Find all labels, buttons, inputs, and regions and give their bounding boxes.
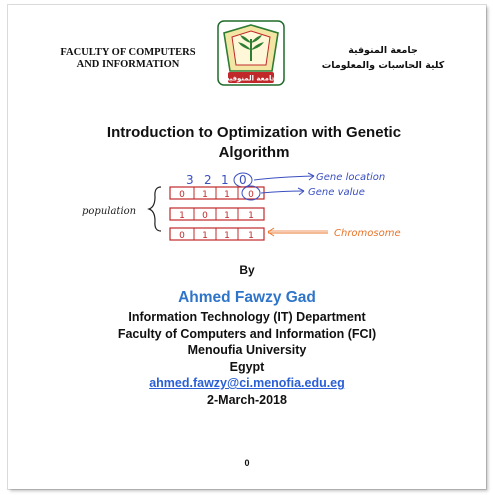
gene-value: 0 <box>179 190 185 200</box>
author-name: Ahmed Fawzy Gad <box>178 289 316 306</box>
gene-index-0: 0 <box>239 173 247 187</box>
date: 2-March-2018 <box>207 392 287 407</box>
chromosome-label: Chromosome <box>334 228 401 239</box>
population-label: population <box>82 206 137 217</box>
population-brace <box>149 187 161 231</box>
faculty-name-arabic <box>308 43 458 73</box>
university-logo <box>216 19 286 87</box>
gene-value: 1 <box>179 211 185 221</box>
country: Egypt <box>229 359 265 374</box>
email-link[interactable]: ahmed.fawzy@ci.menofia.edu.eg <box>149 376 345 390</box>
faculty-name-english <box>48 47 208 71</box>
gene-value: 0 <box>248 190 254 200</box>
gene-value: 0 <box>202 211 208 221</box>
faculty-name-english-line2: AND INFORMATION <box>76 59 180 70</box>
university: Menoufia University <box>187 343 307 357</box>
gene-index-2: 2 <box>204 173 212 187</box>
gene-value: 1 <box>202 231 208 241</box>
gene-value-label: Gene value <box>308 187 365 198</box>
faculty: Faculty of Computers and Information (FCI) <box>117 326 377 341</box>
chromosome-row-3 <box>170 228 264 241</box>
document-title <box>48 123 460 163</box>
author-info <box>8 309 486 408</box>
document-page <box>8 5 486 489</box>
chromosome-row-1 <box>170 187 264 200</box>
document-title-line2: Algorithm <box>218 144 290 161</box>
chromosome-diagram <box>78 167 418 247</box>
gene-index-1: 1 <box>221 173 229 187</box>
logo-text: جامعة المنوفية <box>225 74 277 83</box>
gene-location-label: Gene location <box>316 172 386 183</box>
gene-value: 1 <box>202 190 208 200</box>
page-number: 0 <box>244 458 250 468</box>
gene-value: 1 <box>224 211 230 221</box>
university-name-arabic: جامعة المنوفية <box>348 45 418 56</box>
faculty-name-arabic-line: كلية الحاسبات والمعلومات <box>321 60 445 71</box>
gene-index-3: 3 <box>186 173 194 187</box>
gene-value-arrow <box>261 191 304 193</box>
gene-value: 1 <box>224 190 230 200</box>
gene-value: 0 <box>179 231 185 241</box>
department: Information Technology (IT) Department <box>128 310 366 324</box>
by-label: By <box>239 263 255 277</box>
gene-value: 1 <box>248 211 254 221</box>
gene-value: 1 <box>248 231 254 241</box>
document-title-line1: Introduction to Optimization with Genetic <box>106 124 402 141</box>
chromosome-arrowhead <box>268 228 274 236</box>
gene-value: 1 <box>224 231 230 241</box>
gene-location-arrow <box>254 176 314 180</box>
faculty-name-english-line1: FACULTY OF COMPUTERS <box>60 47 196 58</box>
chromosome-row-2 <box>170 208 264 221</box>
